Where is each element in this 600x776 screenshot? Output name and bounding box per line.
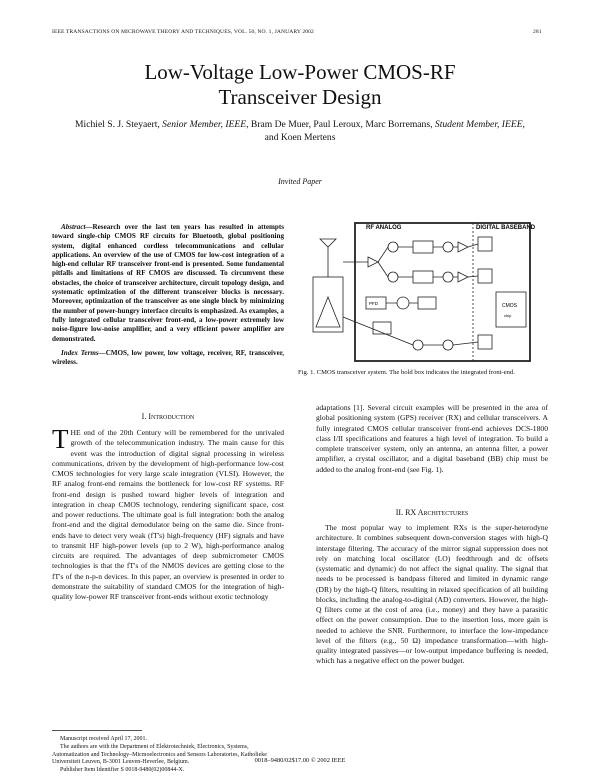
figure-label-digital: DIGITAL BASEBAND — [476, 225, 536, 231]
author-1: Michiel S. J. Steyaert, — [75, 119, 160, 130]
mixer-2-i-icon — [443, 242, 453, 252]
paper-title — [0, 60, 600, 110]
section-1-num: I. — [141, 412, 147, 421]
index-terms-text: CMOS, low power, low voltage, receiver, RF, transceiver, wireless. — [52, 349, 284, 367]
author-1-role: Senior Member, IEEE, — [162, 119, 249, 130]
amp-i-icon — [458, 242, 468, 252]
lna-icon — [368, 257, 378, 267]
mixer-i-icon — [388, 242, 398, 252]
figure-1-caption: Fig. 1. CMOS transceiver system. The bold box indicates the integrated front-end. — [298, 369, 515, 376]
figure-label-chip: chip — [504, 313, 512, 318]
title-line-2: Transceiver Design — [218, 85, 382, 109]
author-list — [60, 119, 540, 144]
section-1-heading — [52, 412, 284, 421]
filter-q-block — [413, 271, 433, 283]
footnote-affiliation: The authors are with the Department of Elektrotechniek, Electronics, Systems, Automatization and Technology–Micmoelectronics and Sensors Laboratories, Katholieke Universiteit Leuven, B-3001 Leuven-Heverlee, Belgium. — [52, 744, 267, 766]
section-2-title: RX Architectures — [405, 508, 469, 517]
copyright-line: 0018–9480/02$17.00 © 2002 IEEE — [254, 757, 346, 764]
figure-label-analog: RF ANALOG — [366, 225, 402, 231]
invited-label: Invited Paper — [278, 177, 322, 186]
dac-block — [478, 335, 492, 349]
title-line-1: Low-Voltage Low-Power CMOS-RF — [144, 60, 456, 84]
figure-1-transceiver-diagram — [298, 217, 548, 367]
antenna-icon — [320, 239, 336, 277]
power-amplifier-icon — [316, 297, 340, 327]
tx-mixer-i-icon — [413, 340, 423, 350]
abstract — [52, 223, 284, 344]
section-1-paragraph-right: adaptations [1]. Several circuit examples will be presented in the area of global positioning system (GPS) receiver (RX) and cellular transceivers. A fully integrated CMOS cellular transceiver front-end achieves DCS-1800 class I/II specifications and features a high level of integration. To build a complete transceiver system, only an antenna, an antenna filter, a power amplifier, a crystal oscillator, and a digital baseband (BB) chip must be added to the analog front-end (see Fig. 1). — [316, 403, 548, 474]
author-2: Bram De Muer, Paul Leroux, Marc Borremans, — [250, 119, 433, 130]
section-1-text-left: HE end of the 20th Century will be remembered for the unrivaled growth of the telecommunication industry. The main cause for this event was the introduction of digital signal processing in wireless communications, driven by the development of high-performance low-cost CMOS technologies for very large scale integration (VLSI). However, the RF analog front-end remains the bottleneck for low-cost RF systems. RF front-end design is pushed toward higher levels of integration and integration in cheap CMOS technology, rendering significant space, cost and power reductions. The ultimate goal is full integration: both the analog front-end and the digital demodulator being on the same die. Since front-ends have to detect very weak (fT's) high-frequency (HF) signals and have to transmit HF high-power levels (up to 2 W), high-performance analog circuits are required. The advantages of deep submicrometer CMOS technologies is that the fT's of the NMOS devices are getting close to the fT's of the n-p-n devices. In this paper, an overview is presented in order to demonstrate the suitability of standard CMOS for the integration of high-quality low-power RF transceiver front-ends without exotic technology — [52, 428, 284, 601]
loop-filter-block — [418, 297, 436, 309]
mixer-2-q-icon — [443, 272, 453, 282]
footnote-pii: Publisher Item Identifier S 0018-9480(02)00844-X. — [60, 767, 185, 773]
footnote-received: Manuscript received April 17, 2001. — [60, 736, 147, 742]
tx-mixer-q-icon — [443, 340, 453, 350]
amp-q-icon — [458, 272, 468, 282]
filter-i-block — [413, 241, 433, 253]
figure-label-cmos: CMOS — [502, 303, 517, 309]
running-header: IEEE TRANSACTIONS ON MICROWAVE THEORY AND TECHNIQUES, VOL. 50, NO. 1, JANUARY 2002 — [52, 29, 314, 35]
drop-cap: T — [52, 424, 69, 454]
footnote-rule — [52, 730, 142, 731]
vco-icon — [397, 297, 409, 309]
author-2-role: Student Member, IEEE, — [434, 119, 525, 130]
section-1-paragraph-left — [52, 424, 284, 602]
abstract-label: Abstract— — [61, 223, 93, 231]
index-terms-label: Index Terms— — [61, 349, 106, 357]
index-terms — [52, 349, 284, 368]
adc-q-block — [478, 269, 492, 283]
section-2-num: II. — [395, 508, 404, 517]
adc-i-block — [478, 237, 492, 251]
section-2-heading — [316, 508, 548, 517]
section-1-title: Introduction — [148, 412, 195, 421]
mixer-q-icon — [388, 272, 398, 282]
figure-label-pfd: PFD — [369, 301, 378, 306]
section-2-paragraph: The most popular way to implement RXs is the super-heterodyne architecture. It combines subsequent down-conversion stages with high-Q interstage filtering. The accuracy of the mirror signal suppression does not rely on matching local oscillator (LO) feedthrough and dc offsets (systematic and dynamic) do not affect the signal quality. The signal that needs to be processed is bandpass filtered and limited in dynamic range (DR) by the high-Q filters, resulting in relaxed specification of all building blocks, including the analog-to-digital (AD) converters. However, the high-Q filters come at the cost of area (i.e., money) and they have a parasitic effect on the power consumption. Due to the insertion loss, more gain is needed to achieve the SNR. Furthermore, to interface the low-impedance level of the filters (e.g., 50 Ω) impedance transformation—with high-quality integrated passives—or low-output impedance buffering is needed, which has a negative effect on the power budget. — [316, 523, 548, 666]
cmos-chip-block — [496, 292, 526, 327]
abstract-text: Research over the last ten years has resulted in attempts toward single-chip CMOS RF circuits for Bluetooth, global positioning system, digital enhanced cordless telecommunications and cellular applications. An overview of the use of CMOS for low-cost integration of a high-end cellular RF transceiver front-end is presented. Some fundamental pitfalls and limitations of RF CMOS are discussed. To circumvent these obstacles, the choice of transceiver architecture, circuit topology design, and systematic optimization of the different transceiver blocks is necessary. Moreover, optimization of the transceiver as one single block by minimizing the number of power-hungry interface circuits is emphasized. As examples, a fully integrated cellular transceiver front-end, a low-power extremely low noise-figure low-noise amplifier, and a very efficient power amplifier are demonstrated. — [52, 223, 284, 343]
author-3: and Koen Mertens — [264, 131, 336, 143]
page-number: 281 — [533, 29, 542, 35]
